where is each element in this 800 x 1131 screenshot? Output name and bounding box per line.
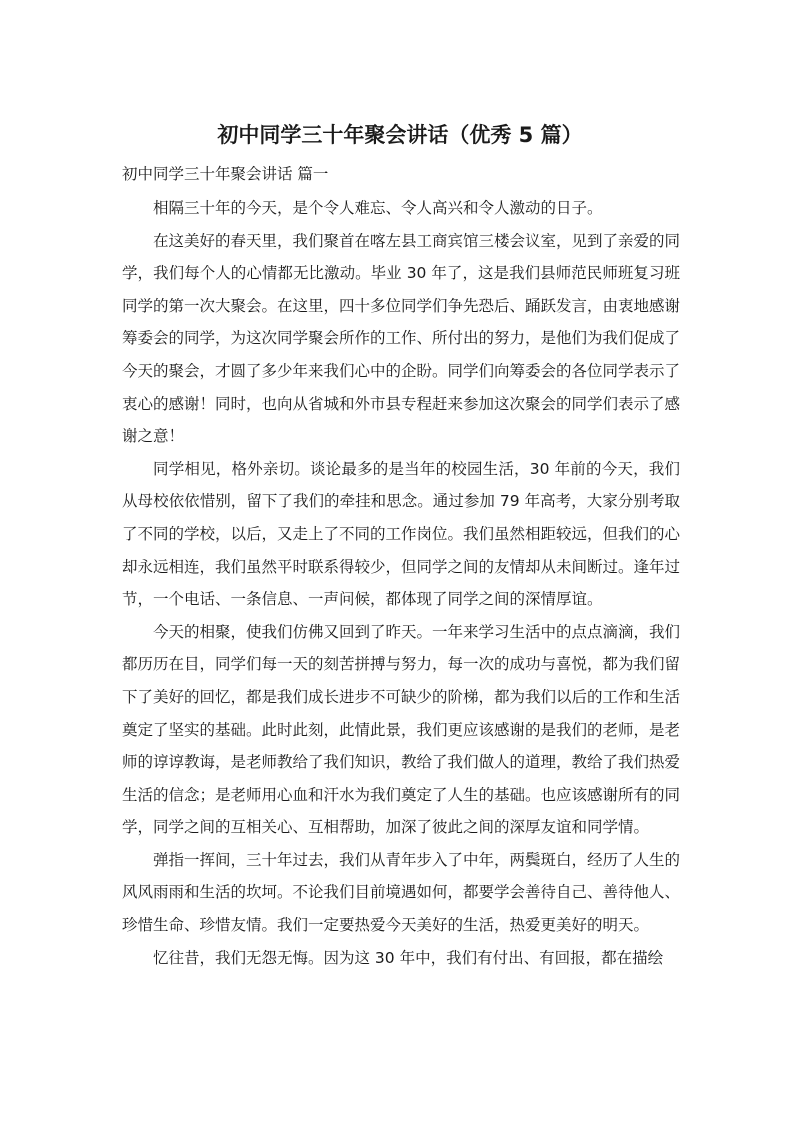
- paragraph: 今天的相聚，使我们仿佛又回到了昨天。一年来学习生活中的点点滴滴，我们都历历在目，同学们每一天的刻苦拼搏与努力，每一次的成功与喜悦，都为我们留下了美好的回忆，都是我们成长进步不可缺少的阶梯，都为我们以后的工作和生活奠定了坚实的基础。此时此刻，此情此景，我们更应该感谢的是我们的老师，是老师的谆谆教诲，是老师教给了我们知识，教给了我们做人的道理，教给了我们热爱生活的信念；是老师用心血和汗水为我们奠定了人生的基础。也应该感谢所有的同学，同学之间的互相关心、互相帮助，加深了彼此之间的深厚友谊和同学情。: [122, 622, 681, 837]
- paragraph: 在这美好的春天里，我们聚首在喀左县工商宾馆三楼会议室，见到了亲爱的同学，我们每个人的心情都无比激动。毕业 30 年了，这是我们县师范民师班复习班同学的第一次大聚会。在这里，四十多位同学们争先恐后、踊跃发言，由衷地感谢筹委会的同学，为这次同学聚会所作的工作、所付出的努力，是他们为我们促成了今天的聚会，才圆了多少年来我们心中的企盼。同学们向筹委会的各位同学表示了衷心的感谢！同时，也向从省城和外市县专程赶来参加这次聚会的同学们表示了感谢之意！: [122, 231, 681, 446]
- document-body: [122, 192, 680, 974]
- document-title: 初中同学三十年聚会讲话（优秀 5 篇）: [217, 123, 583, 147]
- section-heading: 初中同学三十年聚会讲话 篇一: [122, 165, 329, 183]
- paragraph: 忆往昔，我们无怨无悔。因为这 30 年中，我们有付出、有回报，都在描绘: [153, 948, 664, 967]
- paragraph: 相隔三十年的今天，是个令人难忘、令人高兴和令人激动的日子。: [153, 199, 603, 217]
- paragraph: 弹指一挥间，三十年过去，我们从青年步入了中年，两鬓斑白，经历了人生的风风雨雨和生活的坎坷。不论我们目前境遇如何，都要学会善待自己、善待他人、珍惜生命、珍惜友情。我们一定要热爱今天美好的生活，热爱更美好的明天。: [122, 850, 681, 935]
- paragraph: 同学相见，格外亲切。谈论最多的是当年的校园生活，30 年前的今天，我们从母校依依惜别，留下了我们的牵挂和思念。通过参加 79 年高考，大家分别考取了不同的学校，以后，又走上了不同的工作岗位。我们虽然相距较远，但我们的心却永远相连，我们虽然平时联系得较少，但同学之间的友情却从未间断过。逢年过节，一个电话、一条信息、一声问候，都体现了同学之间的深情厚谊。: [122, 459, 681, 609]
